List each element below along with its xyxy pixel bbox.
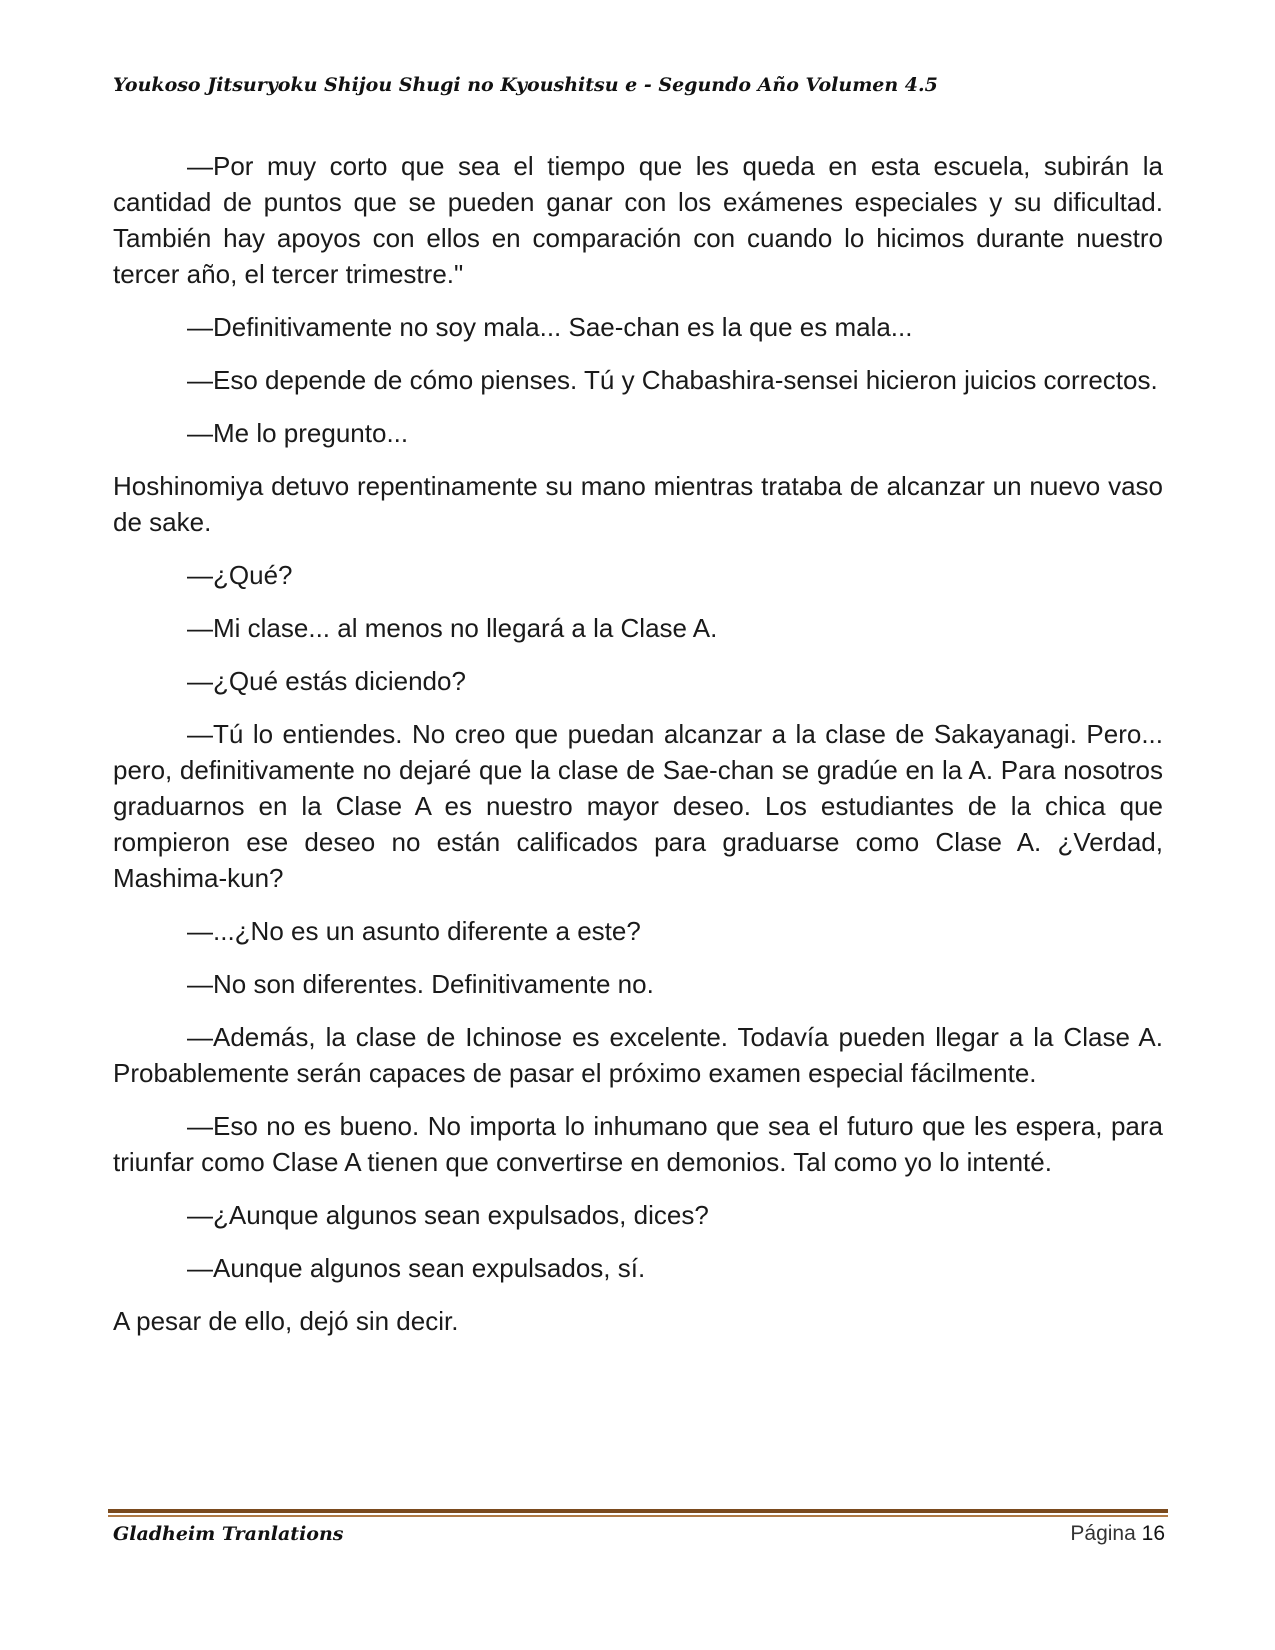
paragraph: Hoshinomiya detuvo repentinamente su mano mientras trataba de alcanzar un nuevo vaso de sake. bbox=[113, 471, 1163, 537]
paragraph: —Mi clase... al menos no llegará a la Clase A. bbox=[187, 613, 718, 643]
running-header: Youkoso Jitsuryoku Shijou Shugi no Kyoushitsu e - Segundo Año Volumen 4.5 bbox=[113, 74, 938, 96]
paragraph: —¿Qué estás diciendo? bbox=[187, 666, 466, 696]
paragraph: A pesar de ello, dejó sin decir. bbox=[113, 1306, 459, 1336]
page-number: 16 bbox=[1141, 1522, 1165, 1545]
paragraph: —Además, la clase de Ichinose es excelente. Todavía pueden llegar a la Clase A. Probablemente serán capaces de pasar el próximo examen especial fácilmente. bbox=[113, 1022, 1163, 1088]
footer-rule-thin bbox=[108, 1515, 1168, 1517]
page-indicator bbox=[1070, 1522, 1165, 1546]
body-text bbox=[113, 148, 1163, 1356]
paragraph: —Aunque algunos sean expulsados, sí. bbox=[187, 1253, 646, 1283]
paragraph: —...¿No es un asunto diferente a este? bbox=[187, 916, 641, 946]
paragraph: —Me lo pregunto... bbox=[187, 418, 409, 448]
paragraph: —Eso depende de cómo pienses. Tú y Chabashira-sensei hicieron juicios correctos. bbox=[187, 365, 1158, 395]
paragraph: —Tú lo entiendes. No creo que puedan alcanzar a la clase de Sakayanagi. Pero... pero, definitivamente no dejaré que la clase de Sae-chan se gradúe en la A. Para nosotros graduarnos en la Clase A es nuestro mayor deseo. Los estudiantes de la chica que rompieron ese deseo no están calificados para graduarse como Clase A. ¿Verdad, Mashima-kun? bbox=[113, 719, 1163, 893]
paragraph: —¿Qué? bbox=[187, 560, 293, 590]
paragraph: —Por muy corto que sea el tiempo que les queda en esta escuela, subirán la cantidad de puntos que se pueden ganar con los exámenes especiales y su dificultad. También hay apoyos con ellos en comparación con cuando lo hicimos durante nuestro tercer año, el tercer trimestre." bbox=[113, 151, 1163, 289]
footer-rule bbox=[108, 1509, 1168, 1513]
paragraph: —¿Aunque algunos sean expulsados, dices? bbox=[187, 1200, 709, 1230]
paragraph: —Eso no es bueno. No importa lo inhumano que sea el futuro que les espera, para triunfar como Clase A tienen que convertirse en demonios. Tal como yo lo intenté. bbox=[113, 1111, 1163, 1177]
paragraph: —Definitivamente no soy mala... Sae-chan es la que es mala... bbox=[187, 312, 913, 342]
page-label: Página bbox=[1070, 1522, 1136, 1545]
paragraph: —No son diferentes. Definitivamente no. bbox=[187, 969, 654, 999]
footer-publisher: Gladheim Tranlations bbox=[113, 1523, 344, 1545]
